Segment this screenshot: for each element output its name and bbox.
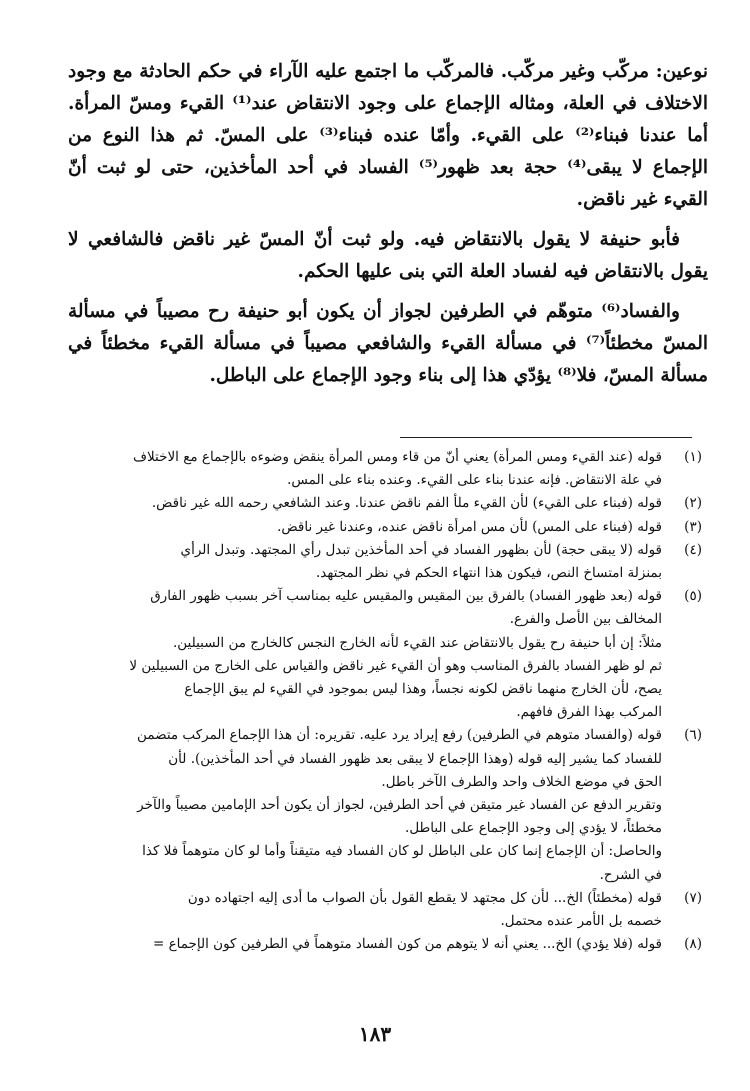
footnote-line: الحق في موضع الخلاف واحد والطرف الآخر باطل.	[381, 773, 662, 790]
paragraph-2: فأبو حنيفة لا يقول بالانتقاض فيه. ولو ثبت أنّ المسّ غير ناقض فالشافعي لا يقول بالانتقاض فيه لفساد العلة التي بنى عليها الحكم.	[68, 229, 708, 282]
footnote-line: قوله (بعد ظهور الفساد) بالفرق بين المقيس والمقيس عليه بمناسب آخر بسبب ظهور الفارق	[150, 588, 662, 605]
footnote-text	[52, 933, 662, 956]
footnote-number: (٢)	[684, 495, 702, 512]
paragraph-1: نوعين: مركّب وغير مركّب. فالمركّب ما اجتمع عليه الآراء في حكم الحادثة مع وجود الاختلاف في العلة، ومثاله الإجماع على وجود الانتقاض عند⁽¹⁾ القيء ومسّ المرأة. أما عندنا فبناء⁽²⁾ على القيء. وأمّا عنده فبناء⁽³⁾ على المسّ. ثم هذا النوع من الإجماع لا يبقى⁽⁴⁾ حجة بعد ظهور⁽⁵⁾ الفساد في أحد المأخذين، حتى لو ثبت أنّ القيء غير ناقض.	[68, 61, 709, 210]
footnote-line: المخالف بين الأصل والفرع.	[509, 611, 662, 628]
page-number: ١٨٣	[358, 1022, 392, 1046]
footnote-line: مثلاً: إن أبا حنيفة رح يقول بالانتقاض عند القيء لأنه الخارج النجس كالخارج من السبيلين.	[172, 634, 662, 651]
footnote-line: قوله (فبناء على القيء) لأن القيء ملأ الفم ناقض عندنا. وعند الشافعي رحمه الله غير ناقض.	[151, 495, 662, 512]
footnote-line: خصمه بل الأمر عنده محتمل.	[500, 913, 662, 930]
footnote-line: وتقرير الدفع عن الفساد غير متيقن في أحد الطرفين، لجواز أن يكون أحد الإمامين مصيباً والآخر	[137, 797, 662, 814]
footnote-text	[52, 446, 662, 492]
footnote-number: (٤)	[684, 541, 702, 558]
footnote-number: (٣)	[684, 518, 702, 535]
footnote-line: للفساد كما يشير إليه قوله (وهذا الإجماع لا يبقى بعد ظهور الفساد في أحد المأخذين). لأن	[168, 750, 662, 767]
footnote-line: مخطئاً، لا يؤدي إلى وجود الإجماع على الباطل.	[405, 820, 662, 837]
footnote-line: ثم لو ظهر الفساد بالفرق المناسب وهو أن القيء غير ناقض والقياس على الخارج من السبيلين لا	[129, 657, 662, 674]
footnote-item	[52, 724, 702, 794]
footnote-separator	[400, 437, 692, 438]
footnote-number: (١)	[684, 449, 702, 465]
footnote-text	[52, 724, 662, 794]
footnote-text	[52, 492, 662, 515]
paragraph-3: والفساد⁽⁶⁾ متوهّم في الطرفين لجواز أن يكون أبو حنيفة رح مصيباً في مسألة المسّ مخطئاً⁽⁷⁾ في مسألة القيء والشافعي مصيباً في مسألة القيء مخطئاً في مسألة المسّ، فلا⁽⁸⁾ يؤدّي هذا إلى بناء وجود الإجماع على الباطل.	[68, 301, 708, 386]
footnote-line: المركب بهذا الفرق فافهم.	[516, 704, 662, 721]
footnote-text	[52, 516, 662, 539]
footnote-line: والحاصل: أن الإجماع إنما كان على الباطل لو كان الفساد فيه متيقناً وأما لو كان متوهماً فلا كذا	[142, 843, 662, 860]
footnote-number: (٥)	[684, 588, 702, 605]
footnote-item	[52, 585, 702, 631]
footnote-line: قوله (لا يبقى حجة) لأن بظهور الفساد في أحد المأخذين تبدل رأي المجتهد. وتبدل الرأي	[180, 541, 662, 558]
footnote-item	[52, 516, 702, 539]
footnote-line: بمنزلة امتساخ النص، فيكون هذا انتهاء الحكم في نظر المجتهد.	[316, 565, 662, 582]
footnote-text	[52, 887, 662, 933]
footnote-item	[52, 539, 702, 585]
footnote-line: قوله (فبناء على المس) لأن مس امرأة ناقض عنده، وعندنا غير ناقض.	[277, 518, 662, 535]
footnotes-section	[52, 446, 702, 956]
footnote-item	[52, 632, 662, 725]
main-body-text	[68, 56, 708, 400]
footnote-line: قوله (فلا يؤدي) الخ... يعني أنه لا يتوهم من كون الفساد متوهماً في الطرفين كون الإجماع =	[152, 936, 662, 953]
footnote-line: في الشرح.	[599, 866, 662, 883]
footnote-number: (٦)	[684, 727, 702, 744]
footnote-line: يصح، لأن الخارج منهما ناقض لكونه نجساً، وهذا ليس بموجود في القيء لم يبق الإجماع	[184, 681, 662, 698]
footnote-item	[52, 446, 702, 492]
footnote-item	[52, 887, 702, 933]
footnote-number: (٨)	[684, 936, 702, 953]
footnote-line: قوله (مخطئاً) الخ... لأن كل مجتهد لا يقطع القول بأن الصواب ما أدى إليه اجتهاده دون	[187, 889, 662, 906]
footnote-line: قوله (والفساد متوهم في الطرفين) رفع إيراد يرد عليه. تقريره: أن هذا الإجماع المركب متضمن	[137, 727, 662, 744]
footnote-line: قوله (عند القيء ومس المرأة) يعني أنّ من قاء ومس المرأة ينقض وضوءه بالإجماع مع الاختلاف	[132, 449, 662, 465]
footnote-text	[52, 539, 662, 585]
footnote-line: في علة الانتقاض. فإنه عندنا بناء على القيء. وعنده بناء على المس.	[287, 472, 662, 489]
footnote-text	[52, 585, 662, 631]
footnote-item	[52, 840, 662, 886]
footnote-item	[52, 933, 702, 956]
footnote-item	[52, 492, 702, 515]
footnote-item	[52, 794, 662, 840]
footnote-number: (٧)	[684, 889, 702, 906]
